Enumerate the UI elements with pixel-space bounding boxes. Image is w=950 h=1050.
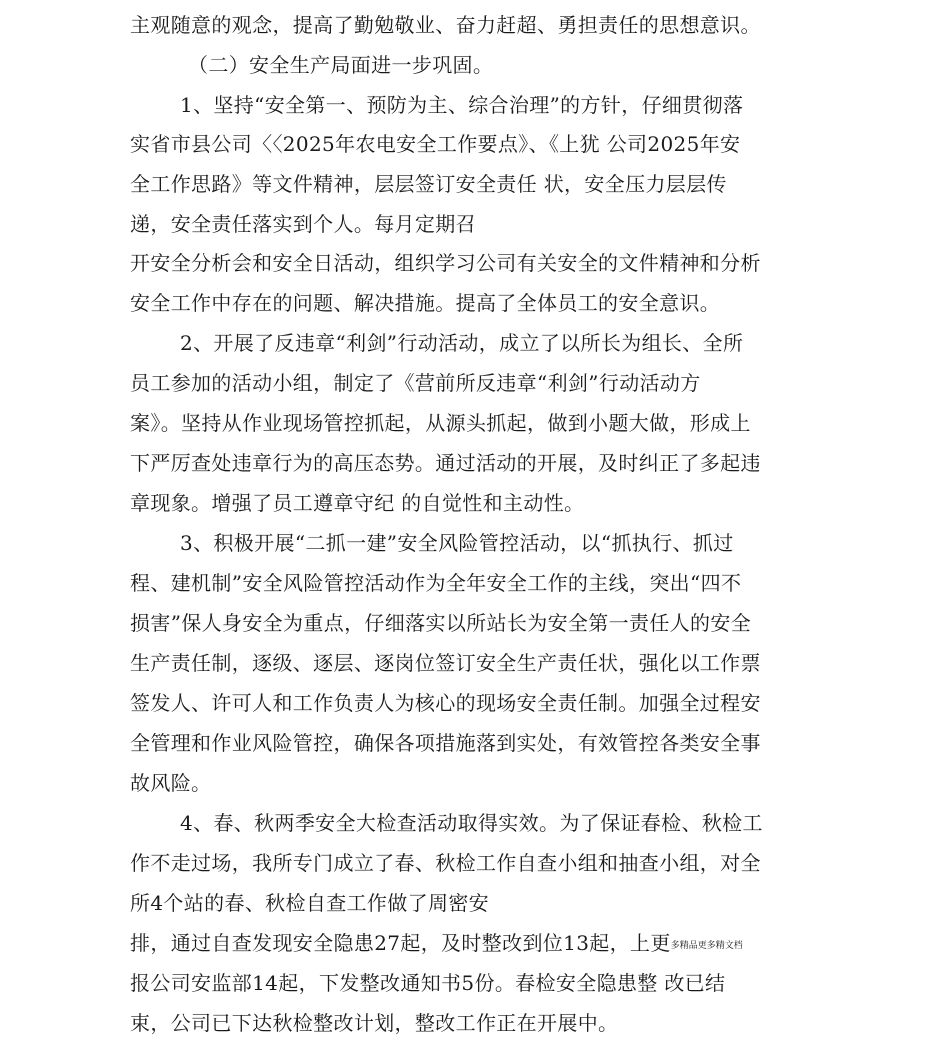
text-line: 签发人、许可人和工作负责人为核心的现场安全责任制。加强全过程安: [130, 691, 761, 715]
text-line: 1、坚持“安全第一、预防为主、综合治理”的方针，仔细贯彻落: [180, 93, 744, 117]
text-line-segment: 排，通过自查发现安全隐患27起，及时整改到位13起，上更: [130, 931, 671, 955]
text-line: 全管理和作业风险管控，确保各项措施落到实处，有效管控各类安全事: [130, 731, 761, 755]
text-line: 实省市县公司〈〈2025年农电安全工作要点》、《上犹 公司2025年安: [130, 132, 741, 156]
text-line: 损害”保人身安全为重点，仔细落实以所站长为安全第一责任人的安全: [130, 611, 752, 635]
text-line: 程、建机制”安全风险管控活动作为全年安全工作的主线，突出“四不: [130, 571, 742, 595]
text-line: 下严厉查处违章行为的高压态势。通过活动的开展，及时纠正了多起违: [130, 451, 761, 475]
text-line: 员工参加的活动小组，制定了《营前所反违章“利剑”行动活动方: [130, 371, 701, 395]
watermark-note: 多精品更多精文档: [670, 941, 743, 951]
text-line: 全工作思路》等文件精神，层层签订安全责任 状，安全压力层层传: [130, 172, 727, 196]
text-line: 4、春、秋两季安全大检查活动取得实效。为了保证春检、秋检工: [180, 811, 763, 835]
text-line: 故风险。: [130, 771, 212, 795]
text-line: 报公司安监部14起，下发整改通知书5份。春检安全隐患整 改已结: [130, 971, 726, 995]
text-line: 2、开展了反违章“利剑”行动活动，成立了以所长为组长、全所: [180, 331, 744, 355]
text-line: 开安全分析会和安全日活动，组织学习公司有关安全的文件精神和分析: [130, 251, 761, 275]
text-line: 主观随意的观念，提高了勤勉敬业、奋力赶超、勇担责任的思想意识。: [130, 13, 761, 37]
text-line: 作不走过场，我所专门成立了春、秋检工作自查小组和抽查小组，对全: [130, 851, 761, 875]
text-line-with-note: [130, 930, 743, 961]
text-line: 束，公司已下达秋检整改计划，整改工作正在开展中。: [130, 1011, 619, 1035]
section-heading: （二）安全生产局面进一步巩固。: [188, 53, 494, 77]
text-line: 所4个站的春、秋检自查工作做了周密安: [130, 891, 490, 915]
text-line: 章现象。增强了员工遵章守纪 的自觉性和主动性。: [130, 491, 585, 515]
text-line: 安全工作中存在的问题、解决措施。提高了全体员工的安全意识。: [130, 291, 721, 315]
text-line: 3、积极开展“二抓一建”安全风险管控活动，以“抓执行、抓过: [180, 531, 734, 555]
text-line: 递，安全责任落实到个人。每月定期召: [130, 212, 476, 236]
text-line: 案》。坚持从作业现场管控抓起，从源头抓起，做到小题大做，形成上: [130, 411, 751, 435]
text-line: 生产责任制，逐级、逐层、逐岗位签订安全生产责任状，强化以工作票: [130, 651, 761, 675]
